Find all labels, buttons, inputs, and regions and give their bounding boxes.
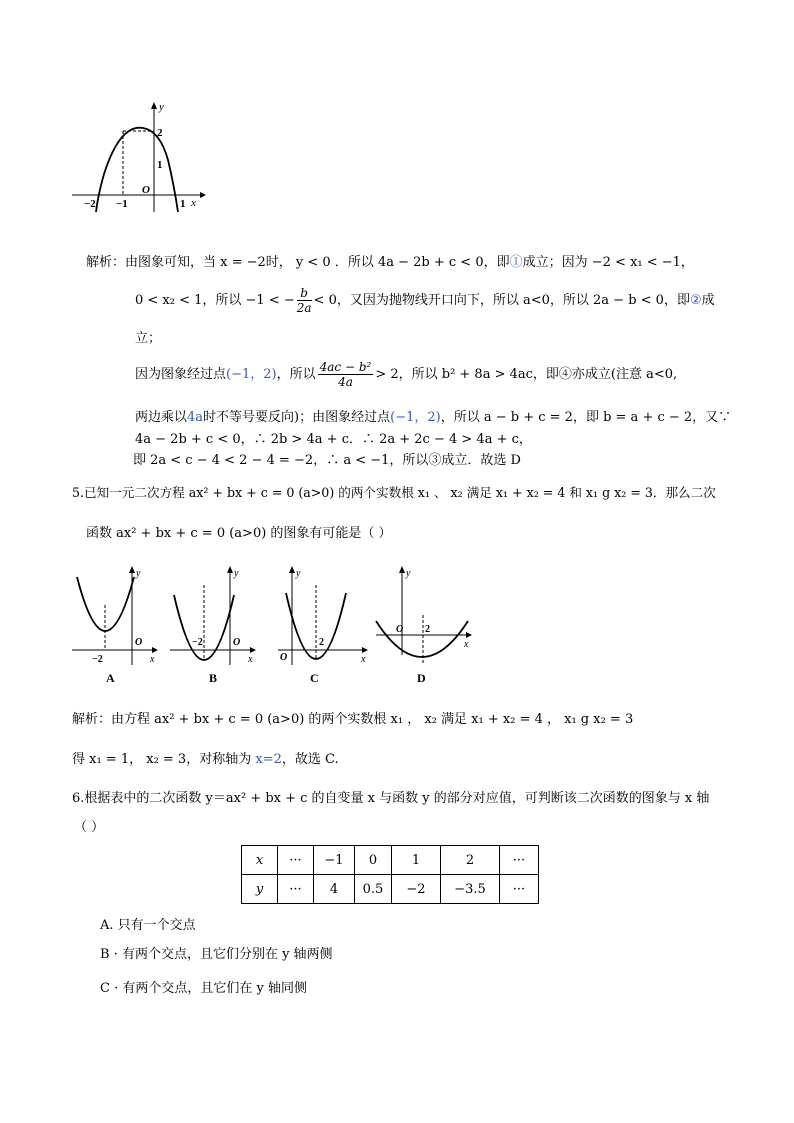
values-table	[241, 845, 539, 904]
circled-2: ②	[689, 292, 702, 308]
analysis-text: ，故选 C.	[281, 752, 339, 767]
analysis-text: 0 < x₂ < 1，所以 −1 < −	[135, 292, 295, 308]
analysis-text: ，所以	[276, 366, 316, 382]
circled-1: ①	[509, 255, 523, 270]
analysis-q5-line-1: 解析：由方程 ax² + bx + c = 0 (a>0) 的两个实数根 x₁ ， x₂ 满足 x₁ + x₂ = 4 ， x₁ g x₂ = 3	[72, 712, 634, 727]
table-cell: ···	[500, 846, 539, 875]
analysis-text: 两边乘以	[135, 410, 188, 425]
svg-text:−2: −2	[192, 637, 203, 648]
analysis-line-4	[135, 360, 677, 389]
q6-option-b: B · 有两个交点，且它们分别在 y 轴两侧	[100, 947, 333, 962]
svg-text:O: O	[396, 624, 404, 635]
svg-text:x: x	[361, 654, 366, 665]
parabola-curve	[96, 128, 178, 212]
table-cell: ···	[278, 875, 314, 904]
analysis-text: 成立；因为 −2 < x₁ < −1，	[522, 255, 694, 270]
analysis-line-3: 立；	[135, 331, 162, 346]
option-graph-d	[372, 565, 482, 685]
svg-text:x: x	[150, 654, 155, 665]
q5-stem-line-1: 5.已知一元二次方程 ax² + bx + c = 0 (a>0) 的两个实数根 x₁ 、 x₂ 满足 x₁ + x₂ = 4 和 x₁ g x₂ = 3．那么二次	[72, 485, 716, 500]
origin-label: O	[142, 184, 150, 196]
q6-option-c: C · 有两个交点，且它们在 y 轴同侧	[100, 981, 307, 996]
tick-x-1: 1	[180, 198, 186, 210]
table-cell: −1	[314, 846, 355, 875]
table-cell: −2	[392, 875, 441, 904]
analysis-text: 解析：由图象可知，当 x = −2时， y < 0 ．所以 4a − 2b + c < 0，即	[86, 255, 510, 270]
fraction-denominator: 2a	[296, 301, 312, 315]
analysis-line-1	[86, 254, 694, 272]
analysis-text: 因为图象经过点	[135, 366, 227, 382]
table-cell: ···	[278, 846, 314, 875]
analysis-line-6: 4a − 2b + c < 0，∴ 2b > 4a + c．∴ 2a + 2c − 4 > 4a + c，	[135, 432, 532, 447]
option-label-c: C	[310, 671, 319, 685]
analysis-q5-line-2	[72, 751, 339, 769]
table-cell: x	[242, 846, 278, 875]
x-axis-arrow	[200, 192, 206, 198]
analysis-text: 成	[701, 292, 715, 308]
point-coords: (−1，2)	[390, 410, 441, 425]
parabola-graph-top	[68, 100, 208, 215]
table-cell: −3.5	[441, 875, 500, 904]
svg-text:−2: −2	[92, 654, 103, 665]
q6-option-a: A. 只有一个交点	[100, 918, 196, 933]
q5-stem-line-2: 函数 ax² + bx + c = 0 (a>0) 的图象有可能是（ ）	[86, 526, 392, 541]
table-cell: y	[242, 875, 278, 904]
svg-text:y: y	[296, 568, 301, 579]
svg-text:x: x	[464, 639, 469, 650]
fraction-numerator: 4ac − b²	[319, 360, 372, 374]
fraction-denominator: 4a	[338, 375, 353, 389]
svg-text:2: 2	[425, 624, 430, 635]
svg-text:y: y	[234, 568, 239, 579]
table-row	[242, 875, 539, 904]
tick-y-1: 1	[157, 159, 163, 171]
analysis-text: 时不等号要反向)；由图象经过点	[203, 410, 391, 425]
svg-text:y: y	[136, 568, 141, 579]
y-axis-arrow	[151, 102, 157, 109]
option-label-b: B	[209, 671, 218, 685]
fraction-b-over-2a	[297, 286, 312, 315]
q6-stem-line-1: 6.根据表中的二次函数 y＝ax² + bx + c 的自变量 x 与函数 y 的部分对应值，可判断该二次函数的图象与 x 轴	[72, 791, 710, 806]
svg-text:O: O	[280, 652, 288, 663]
svg-text:O: O	[233, 637, 241, 648]
option-graph-b	[170, 565, 265, 685]
table-cell: 0	[355, 846, 392, 875]
fraction-4ac	[318, 360, 374, 389]
svg-text:y: y	[406, 568, 411, 579]
analysis-line-5	[135, 409, 731, 427]
table-cell: 4	[314, 875, 355, 904]
svg-text:O: O	[135, 637, 143, 648]
option-graph-a	[72, 565, 167, 685]
svg-text:2: 2	[319, 637, 324, 648]
option-label-d: D	[417, 671, 426, 685]
analysis-text: < 0，又因为抛物线开口向下，所以 a<0，所以 2a − b < 0，即	[313, 292, 690, 308]
table-cell: 0.5	[355, 875, 392, 904]
analysis-text: 得 x₁ = 1， x₂ = 3，对称轴为	[72, 752, 256, 767]
tick-x-neg1: −1	[116, 198, 128, 210]
table-cell: 2	[441, 846, 500, 875]
analysis-line-7: 即 2a < c − 4 < 2 − 4 = −2，∴ a < −1，所以③成立．故选 D	[133, 453, 521, 468]
option-graph-c	[274, 565, 374, 685]
table-cell: ···	[500, 875, 539, 904]
table-row	[242, 846, 539, 875]
x-label: x	[191, 197, 196, 209]
tick-x-neg2: −2	[84, 198, 96, 210]
analysis-text: ，所以 a − b + c = 2，即 b = a + c − 2，又∵	[440, 410, 732, 425]
table-cell: 1	[392, 846, 441, 875]
tick-y-2: 2	[157, 127, 163, 139]
analysis-4a: 4a	[187, 410, 204, 425]
q6-stem-line-2: （ ）	[74, 820, 105, 835]
svg-text:x: x	[248, 654, 253, 665]
point-coords: (−1，2)	[226, 366, 277, 382]
symmetry-axis: x=2	[255, 752, 282, 767]
analysis-text: > 2，所以 b² + 8a > 4ac，即④亦成立(注意 a<0,	[375, 366, 678, 382]
analysis-line-2	[135, 286, 715, 315]
y-label: y	[159, 101, 164, 113]
fraction-numerator: b	[297, 286, 312, 301]
option-label-a: A	[106, 671, 115, 685]
